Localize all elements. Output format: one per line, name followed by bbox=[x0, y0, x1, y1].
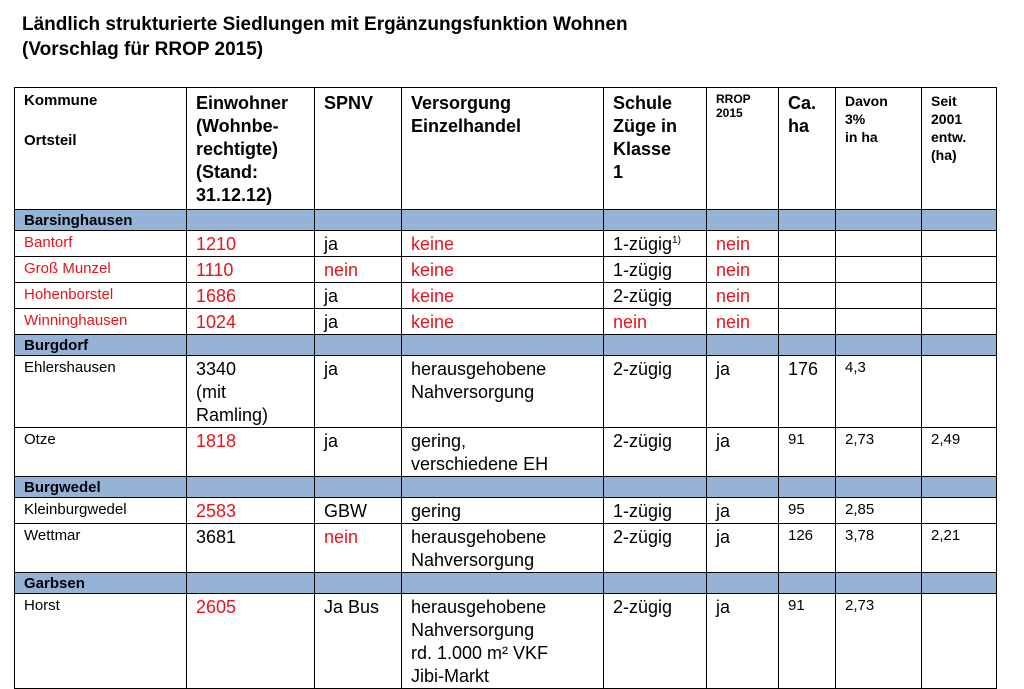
group-cell-empty bbox=[836, 573, 922, 594]
header-seit-line: 2001 bbox=[931, 111, 963, 127]
header-seit-line: (ha) bbox=[931, 147, 957, 163]
group-cell-empty bbox=[187, 573, 315, 594]
cell-rrop: ja bbox=[707, 594, 779, 689]
cell-ortsteil: Groß Munzel bbox=[15, 257, 187, 283]
cell-einwohner bbox=[187, 498, 315, 524]
cell-versorgung bbox=[402, 231, 604, 257]
header-kommune: Kommune bbox=[24, 92, 98, 109]
cell-versorgung bbox=[402, 356, 604, 428]
header-einwohner-line: Einwohner bbox=[196, 93, 289, 113]
einwohner-value: 1024 bbox=[196, 312, 237, 332]
cell-ortsteil: Winninghausen bbox=[15, 309, 187, 335]
cell-einwohner bbox=[187, 356, 315, 428]
einwohner-note: (mit bbox=[196, 382, 226, 402]
cell-ortsteil: Kleinburgwedel bbox=[15, 498, 187, 524]
group-cell-empty bbox=[604, 573, 707, 594]
cell-davon: 2,85 bbox=[836, 498, 922, 524]
document-title bbox=[22, 12, 628, 62]
cell-ortsteil: Otze bbox=[15, 428, 187, 477]
header-versorgung-line: Einzelhandel bbox=[411, 116, 522, 136]
group-cell-empty bbox=[922, 335, 997, 356]
cell-spnv: GBW bbox=[315, 498, 402, 524]
cell-ca-ha: 95 bbox=[779, 498, 836, 524]
cell-schule bbox=[604, 356, 707, 428]
cell-davon: 2,73 bbox=[836, 594, 922, 689]
group-cell-empty bbox=[604, 335, 707, 356]
group-cell-empty bbox=[315, 573, 402, 594]
header-einwohner-line: (Wohnbe- bbox=[196, 116, 279, 136]
versorgung-line: rd. 1.000 m² VKF bbox=[411, 643, 549, 663]
versorgung-line: Nahversorgung bbox=[411, 620, 535, 640]
cell-schule bbox=[604, 283, 707, 309]
table-row bbox=[15, 356, 997, 428]
cell-rrop: nein bbox=[707, 309, 779, 335]
group-cell-empty bbox=[836, 477, 922, 498]
group-cell-empty bbox=[922, 573, 997, 594]
table-row bbox=[15, 428, 997, 477]
header-davon-line: 3% bbox=[845, 111, 866, 127]
group-cell-empty bbox=[315, 335, 402, 356]
header-spnv: SPNV bbox=[315, 88, 402, 210]
group-cell-empty bbox=[779, 477, 836, 498]
group-cell-empty bbox=[779, 573, 836, 594]
cell-davon: 2,73 bbox=[836, 428, 922, 477]
header-schule-line: Züge in bbox=[613, 116, 677, 136]
schule-value: 1-zügig bbox=[613, 501, 673, 521]
versorgung-line: gering, bbox=[411, 431, 467, 451]
versorgung-line: herausgehobene bbox=[411, 359, 547, 379]
cell-rrop: ja bbox=[707, 428, 779, 477]
cell-davon bbox=[836, 283, 922, 309]
header-davon-line: Davon bbox=[845, 93, 888, 109]
header-schule-line: Klasse bbox=[613, 139, 672, 159]
group-cell-empty bbox=[402, 335, 604, 356]
table-row bbox=[15, 524, 997, 573]
table-row bbox=[15, 594, 997, 689]
table-row bbox=[15, 309, 997, 335]
cell-ca-ha bbox=[779, 231, 836, 257]
cell-versorgung bbox=[402, 498, 604, 524]
group-cell-empty bbox=[187, 210, 315, 231]
group-cell-empty bbox=[836, 210, 922, 231]
einwohner-value: 3681 bbox=[196, 527, 237, 547]
cell-seit bbox=[922, 356, 997, 428]
header-kommune-ortsteil bbox=[15, 88, 187, 210]
group-cell-empty bbox=[187, 335, 315, 356]
cell-einwohner bbox=[187, 283, 315, 309]
schule-value: 1-zügig bbox=[613, 234, 673, 254]
schule-value: 2-zügig bbox=[613, 286, 673, 306]
header-schule bbox=[604, 88, 707, 210]
cell-versorgung bbox=[402, 309, 604, 335]
schule-value: 2-zügig bbox=[613, 527, 673, 547]
einwohner-value: 1110 bbox=[196, 260, 234, 280]
cell-spnv: ja bbox=[315, 428, 402, 477]
einwohner-value: 3340 bbox=[196, 359, 237, 379]
cell-rrop: nein bbox=[707, 283, 779, 309]
cell-rrop: ja bbox=[707, 524, 779, 573]
group-cell-empty bbox=[707, 477, 779, 498]
cell-einwohner bbox=[187, 428, 315, 477]
cell-ca-ha: 91 bbox=[779, 594, 836, 689]
group-row bbox=[15, 335, 997, 356]
cell-seit bbox=[922, 498, 997, 524]
header-rrop-line: RROP bbox=[716, 92, 751, 106]
group-cell-empty bbox=[779, 210, 836, 231]
group-cell-empty bbox=[836, 335, 922, 356]
group-cell-empty bbox=[604, 210, 707, 231]
cell-ca-ha: 176 bbox=[779, 356, 836, 428]
cell-ortsteil: Horst bbox=[15, 594, 187, 689]
group-name: Barsinghausen bbox=[15, 210, 187, 231]
einwohner-value: 1818 bbox=[196, 431, 237, 451]
group-cell-empty bbox=[707, 335, 779, 356]
cell-rrop: ja bbox=[707, 356, 779, 428]
cell-ca-ha bbox=[779, 257, 836, 283]
header-seit bbox=[922, 88, 997, 210]
versorgung-line: keine bbox=[411, 286, 455, 306]
schule-value: 1-zügig bbox=[613, 260, 673, 280]
header-davon-line: in ha bbox=[845, 129, 878, 145]
title-line-1: Ländlich strukturierte Siedlungen mit Ergänzungsfunktion Wohnen bbox=[22, 14, 628, 35]
cell-ca-ha bbox=[779, 309, 836, 335]
cell-ortsteil: Bantorf bbox=[15, 231, 187, 257]
einwohner-note: Ramling) bbox=[196, 405, 269, 425]
cell-schule bbox=[604, 257, 707, 283]
cell-versorgung bbox=[402, 283, 604, 309]
cell-ca-ha bbox=[779, 283, 836, 309]
header-davon bbox=[836, 88, 922, 210]
cell-davon bbox=[836, 309, 922, 335]
cell-schule bbox=[604, 594, 707, 689]
cell-spnv: nein bbox=[315, 524, 402, 573]
header-seit-line: Seit bbox=[931, 93, 957, 109]
cell-seit bbox=[922, 231, 997, 257]
header-seit-line: entw. bbox=[931, 129, 967, 145]
versorgung-line: keine bbox=[411, 260, 455, 280]
cell-einwohner bbox=[187, 309, 315, 335]
cell-rrop: ja bbox=[707, 498, 779, 524]
cell-rrop: nein bbox=[707, 231, 779, 257]
cell-schule bbox=[604, 309, 707, 335]
group-cell-empty bbox=[922, 477, 997, 498]
cell-seit bbox=[922, 594, 997, 689]
cell-seit bbox=[922, 283, 997, 309]
cell-versorgung bbox=[402, 524, 604, 573]
cell-ca-ha: 91 bbox=[779, 428, 836, 477]
versorgung-line: gering bbox=[411, 501, 462, 521]
cell-schule bbox=[604, 428, 707, 477]
schule-value: 2-zügig bbox=[613, 431, 673, 451]
cell-spnv: ja bbox=[315, 283, 402, 309]
table-row bbox=[15, 231, 997, 257]
group-cell-empty bbox=[779, 335, 836, 356]
group-cell-empty bbox=[402, 573, 604, 594]
cell-ortsteil: Wettmar bbox=[15, 524, 187, 573]
header-schule-line: Schule bbox=[613, 93, 673, 113]
cell-schule bbox=[604, 231, 707, 257]
cell-ortsteil: Hohenborstel bbox=[15, 283, 187, 309]
cell-einwohner bbox=[187, 524, 315, 573]
settlements-table bbox=[14, 87, 997, 689]
group-name: Burgwedel bbox=[15, 477, 187, 498]
group-cell-empty bbox=[402, 477, 604, 498]
header-ca-ha bbox=[779, 88, 836, 210]
header-einwohner-line: rechtigte) bbox=[196, 139, 279, 159]
schule-footnote: 1) bbox=[672, 235, 681, 246]
header-rrop bbox=[707, 88, 779, 210]
versorgung-line: keine bbox=[411, 234, 455, 254]
group-cell-empty bbox=[604, 477, 707, 498]
header-row bbox=[15, 88, 997, 210]
versorgung-line: Jibi-Markt bbox=[411, 666, 490, 686]
header-einwohner-line: 31.12.12) bbox=[196, 185, 273, 205]
group-cell-empty bbox=[922, 210, 997, 231]
group-name: Burgdorf bbox=[15, 335, 187, 356]
header-rrop-line: 2015 bbox=[716, 106, 743, 120]
header-ortsteil: Ortsteil bbox=[24, 132, 77, 149]
cell-davon: 3,78 bbox=[836, 524, 922, 573]
group-cell-empty bbox=[315, 477, 402, 498]
cell-schule bbox=[604, 498, 707, 524]
group-cell-empty bbox=[707, 210, 779, 231]
cell-spnv: ja bbox=[315, 356, 402, 428]
group-cell-empty bbox=[707, 573, 779, 594]
cell-einwohner bbox=[187, 594, 315, 689]
header-versorgung bbox=[402, 88, 604, 210]
cell-davon bbox=[836, 231, 922, 257]
group-cell-empty bbox=[315, 210, 402, 231]
table-row bbox=[15, 498, 997, 524]
cell-ca-ha: 126 bbox=[779, 524, 836, 573]
cell-seit bbox=[922, 257, 997, 283]
group-cell-empty bbox=[187, 477, 315, 498]
title-line-2: (Vorschlag für RROP 2015) bbox=[22, 39, 264, 60]
versorgung-line: keine bbox=[411, 312, 455, 332]
versorgung-line: herausgehobene bbox=[411, 527, 547, 547]
versorgung-line: Nahversorgung bbox=[411, 382, 535, 402]
einwohner-value: 1210 bbox=[196, 234, 237, 254]
cell-versorgung bbox=[402, 428, 604, 477]
header-versorgung-line: Versorgung bbox=[411, 93, 512, 113]
cell-seit: 2,49 bbox=[922, 428, 997, 477]
cell-einwohner bbox=[187, 257, 315, 283]
einwohner-value: 2583 bbox=[196, 501, 237, 521]
schule-value: nein bbox=[613, 312, 648, 332]
schule-value: 2-zügig bbox=[613, 597, 673, 617]
group-name: Garbsen bbox=[15, 573, 187, 594]
header-einwohner-line: (Stand: bbox=[196, 162, 258, 182]
group-row bbox=[15, 477, 997, 498]
schule-value: 2-zügig bbox=[613, 359, 673, 379]
header-ca-line: ha bbox=[788, 116, 810, 136]
header-ca-line: Ca. bbox=[788, 93, 817, 113]
cell-spnv: nein bbox=[315, 257, 402, 283]
cell-seit: 2,21 bbox=[922, 524, 997, 573]
cell-einwohner bbox=[187, 231, 315, 257]
table-row bbox=[15, 283, 997, 309]
cell-davon: 4,3 bbox=[836, 356, 922, 428]
versorgung-line: herausgehobene bbox=[411, 597, 547, 617]
table-row bbox=[15, 257, 997, 283]
cell-schule bbox=[604, 524, 707, 573]
cell-spnv: ja bbox=[315, 231, 402, 257]
cell-versorgung bbox=[402, 594, 604, 689]
cell-seit bbox=[922, 309, 997, 335]
cell-versorgung bbox=[402, 257, 604, 283]
header-einwohner bbox=[187, 88, 315, 210]
cell-rrop: nein bbox=[707, 257, 779, 283]
group-row bbox=[15, 210, 997, 231]
group-row bbox=[15, 573, 997, 594]
group-cell-empty bbox=[402, 210, 604, 231]
cell-davon bbox=[836, 257, 922, 283]
versorgung-line: verschiedene EH bbox=[411, 454, 549, 474]
cell-spnv: Ja Bus bbox=[315, 594, 402, 689]
versorgung-line: Nahversorgung bbox=[411, 550, 535, 570]
cell-spnv: ja bbox=[315, 309, 402, 335]
einwohner-value: 2605 bbox=[196, 597, 237, 617]
einwohner-value: 1686 bbox=[196, 286, 237, 306]
cell-ortsteil: Ehlershausen bbox=[15, 356, 187, 428]
header-schule-line: 1 bbox=[613, 162, 624, 182]
